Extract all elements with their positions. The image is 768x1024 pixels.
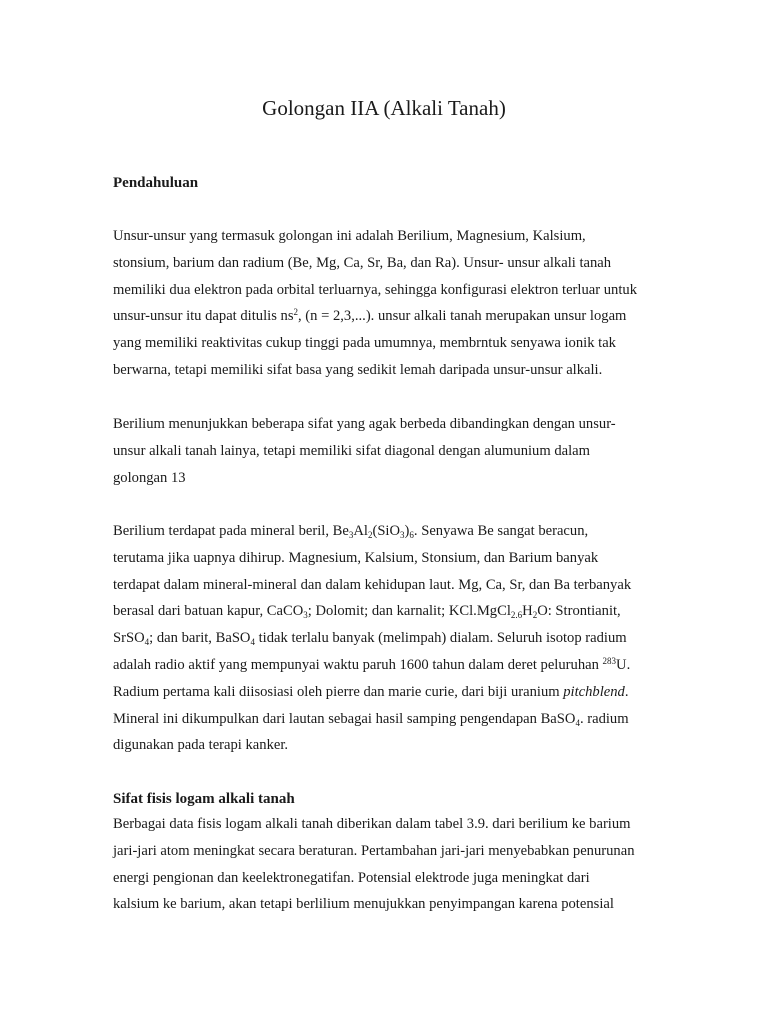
text-line: golongan 13 [113,469,186,486]
superscript: 283 [602,655,617,666]
text-line: Unsur-unsur yang termasuk golongan ini adalah Berilium, Magnesium, Kalsium, [113,228,586,244]
text-line: unsur-unsur itu dapat ditulis $ns^2$, (n = 2,3,...). unsur alkali tanah merupakan unsur logam [113,307,627,325]
paragraph-intro [113,223,658,384]
superscript: 2 [293,307,298,318]
text-line: terdapat dalam mineral-mineral dan dalam kehidupan laut. Mg, Ca, Sr, dan Ba terbanyak [113,576,632,593]
text-line: memiliki dua elektron pada orbital terluarnya, sehingga konfigurasi elektron terluar untuk [113,281,637,298]
paragraph-physical [113,811,658,918]
text-line: SrSO$_4$; dan barit, BaSO$_4$ tidak terlalu banyak (melimpah) dialam. Seluruh isotop radium [113,630,627,648]
page-title: Golongan IIA (Alkali Tanah) [262,96,506,120]
italic-term: pitchblend [563,683,625,700]
text-line: terutama jika uapnya dihirup. Magnesium, Kalsium, Stonsium, dan Barium banyak [113,549,599,566]
text-line: jari-jari atom meningkat secara beraturan. Pertambahan jari-jari menyebabkan penurunan [113,842,635,859]
text-line: Radium pertama kali diisosiasi oleh pierre dan marie curie, dari biji uranium pitchblend. [113,683,629,700]
paragraph-occurrence [113,518,658,759]
text-line: berasal dari batuan kapur, CaCO$_3$; Dolomit; dan karnalit; $KCl.MgCl_{2.6}H_2O$: Strontianit, [113,603,621,621]
text-line: unsur alkali tanah lainya, tetapi memiliki sifat diagonal dengan alumunium dalam [113,442,591,459]
text-line: yang memiliki reaktivitas cukup tinggi pada umumnya, membrntuk senyawa ionik tak [113,335,616,352]
text-line: stonsium, barium dan radium (Be, Mg, Ca, Sr, Ba, dan Ra). Unsur- unsur alkali tanah [113,254,612,271]
text-line: kalsium ke barium, akan tetapi berlilium menujukkan penyimpangan karena potensial [113,896,614,913]
text-line: Berbagai data fisis logam alkali tanah diberikan dalam tabel 3.9. dari berilium ke barium [113,816,631,832]
section-heading-physical: Sifat fisis logam alkali tanah [113,791,295,807]
paragraph-berilium [113,411,658,491]
text-line: Berilium terdapat pada mineral beril, $Be_3Al_2(SiO_3)_6$. Senyawa Be sangat beracun, [113,523,589,540]
text-line: adalah radio aktif yang mempunyai waktu paruh 1600 tahun dalam deret peluruhan $^{283}$U. [113,655,631,673]
text-line: berwarna, tetapi memiliki sifat basa yang sedikit lemah daripada unsur-unsur alkali. [113,361,603,378]
text-line: digunakan pada terapi kanker. [113,737,289,754]
section-heading-intro: Pendahuluan [113,175,199,191]
text-line: Berilium menunjukkan beberapa sifat yang agak berbeda dibandingkan dengan unsur- [113,416,616,432]
text-line: Mineral ini dikumpulkan dari lautan sebagai hasil samping pengendapan BaSO$_4$. radium [113,710,629,728]
text-line: energi pengionan dan keelektronegatifan. Potensial elektrode juga meningkat dari [113,869,590,886]
